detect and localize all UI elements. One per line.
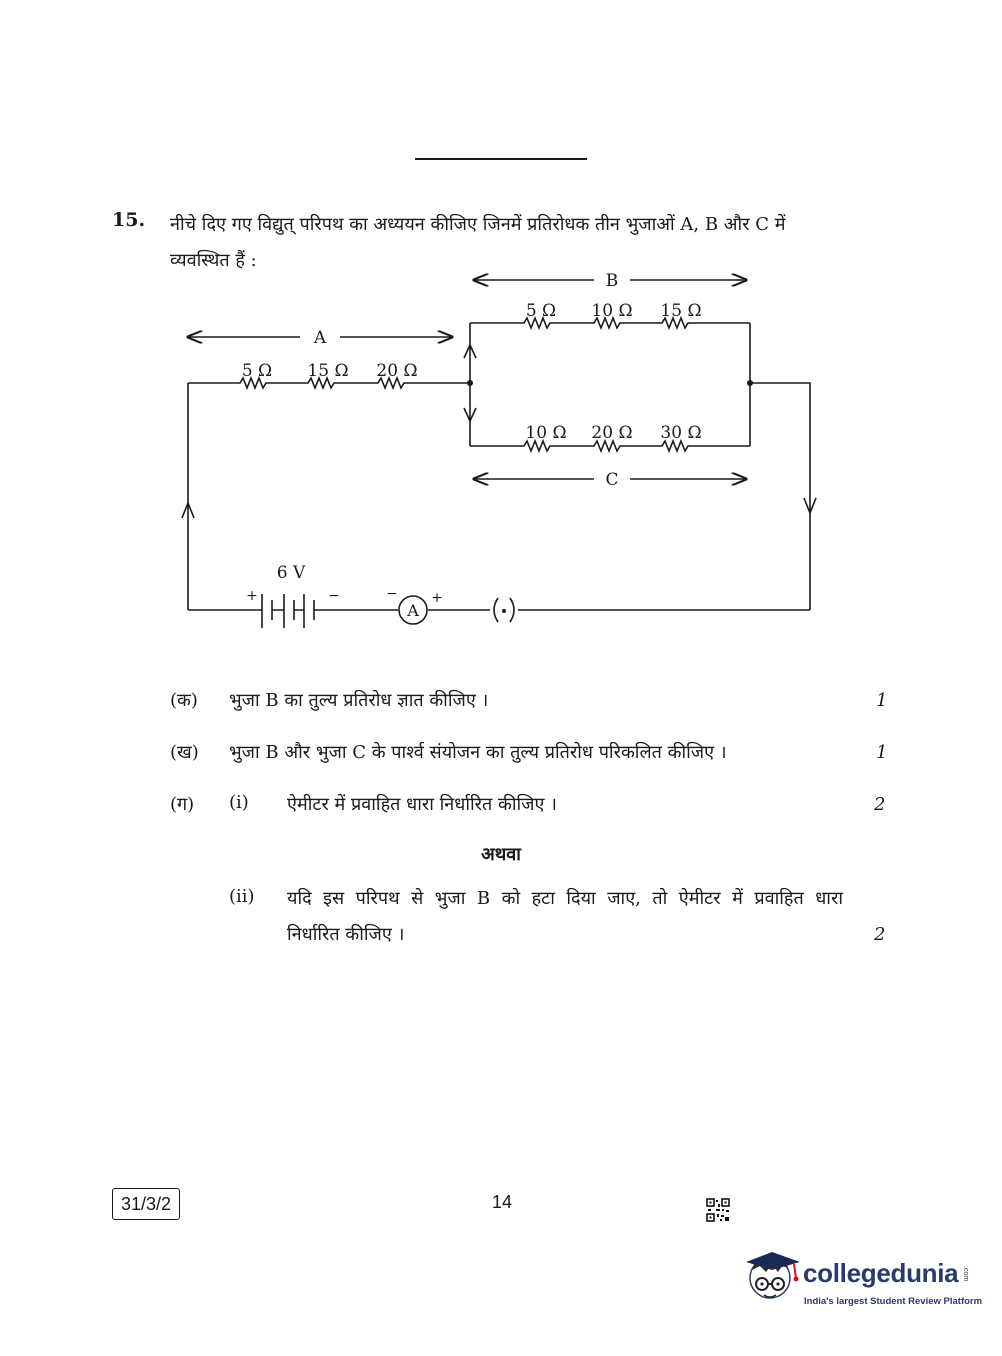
arm-b-resistor-2: 10 Ω	[591, 301, 633, 321]
battery	[262, 594, 314, 628]
part-ga-text: ऐमीटर में प्रवाहित धारा निर्धारित कीजिए ।	[287, 794, 558, 815]
alt-part-line1: यदि इस परिपथ से भुजा B को हटा दिया जाए, तो ऐमीटर में प्रवाहित धारा	[287, 888, 843, 909]
brand-name: collegedunia	[803, 1258, 959, 1288]
brand-suffix: .com	[962, 1266, 969, 1282]
alt-part-marks: 2	[874, 924, 886, 945]
part-ga-marks: 2	[874, 794, 886, 815]
paper-code: 31/3/2	[112, 1188, 180, 1220]
arm-a-resistor-2: 15 Ω	[307, 361, 349, 381]
arm-c-label: C	[605, 470, 619, 490]
right-wire	[750, 383, 810, 610]
part-ka-marks: 1	[876, 690, 888, 711]
question-number: 15.	[112, 209, 146, 231]
arm-c-resistor-1: 10 Ω	[525, 423, 567, 443]
brand-tagline: India's largest Student Review Platform	[804, 1296, 983, 1307]
arm-c-resistor-2: 20 Ω	[591, 423, 633, 443]
arm-b-resistor-1: 5 Ω	[525, 301, 557, 321]
part-ga-label: (ग)	[170, 794, 195, 815]
part-kha-marks: 1	[876, 742, 888, 763]
alt-part-line2: निर्धारित कीजिए ।	[287, 924, 405, 945]
collegedunia-mascot-icon	[742, 1248, 804, 1310]
arm-c-resistor-3: 30 Ω	[660, 423, 702, 443]
battery-plus: +	[246, 588, 258, 604]
qr-code-icon	[706, 1198, 730, 1222]
ammeter-label: A	[407, 601, 419, 620]
part-kha-text: भुजा B और भुजा C के पार्श्व संयोजन का तुल्य प्रतिरोध परिकलित कीजिए ।	[229, 742, 727, 763]
arm-a-label: A	[313, 328, 327, 348]
arm-a-resistor-3: 20 Ω	[376, 361, 418, 381]
part-ka-text: भुजा B का तुल्य प्रतिरोध ज्ञात कीजिए ।	[229, 690, 489, 711]
arm-b-label: B	[605, 271, 619, 291]
arm-b-resistor-3: 15 Ω	[660, 301, 702, 321]
part-ga-sublabel: (i)	[229, 792, 249, 813]
part-ka-label: (क)	[170, 690, 198, 711]
ammeter-plus: +	[431, 590, 443, 606]
or-heading: अथवा	[481, 844, 521, 865]
question-text: नीचे दिए गए विद्युत् परिपथ का अध्ययन कीजिए जिनमें प्रतिरोधक तीन भुजाओं A, B और C में व्यवस्थित हैं :	[170, 214, 786, 271]
arm-a-resistor-1: 5 Ω	[241, 361, 273, 381]
page-number: 14	[492, 1192, 513, 1212]
battery-voltage: 6 V	[276, 563, 306, 583]
ammeter-minus: −	[386, 586, 398, 602]
alt-part-sublabel: (ii)	[229, 886, 255, 907]
part-kha-label: (ख)	[170, 742, 199, 763]
circuit-diagram	[0, 0, 1002, 660]
battery-minus: −	[328, 588, 340, 604]
